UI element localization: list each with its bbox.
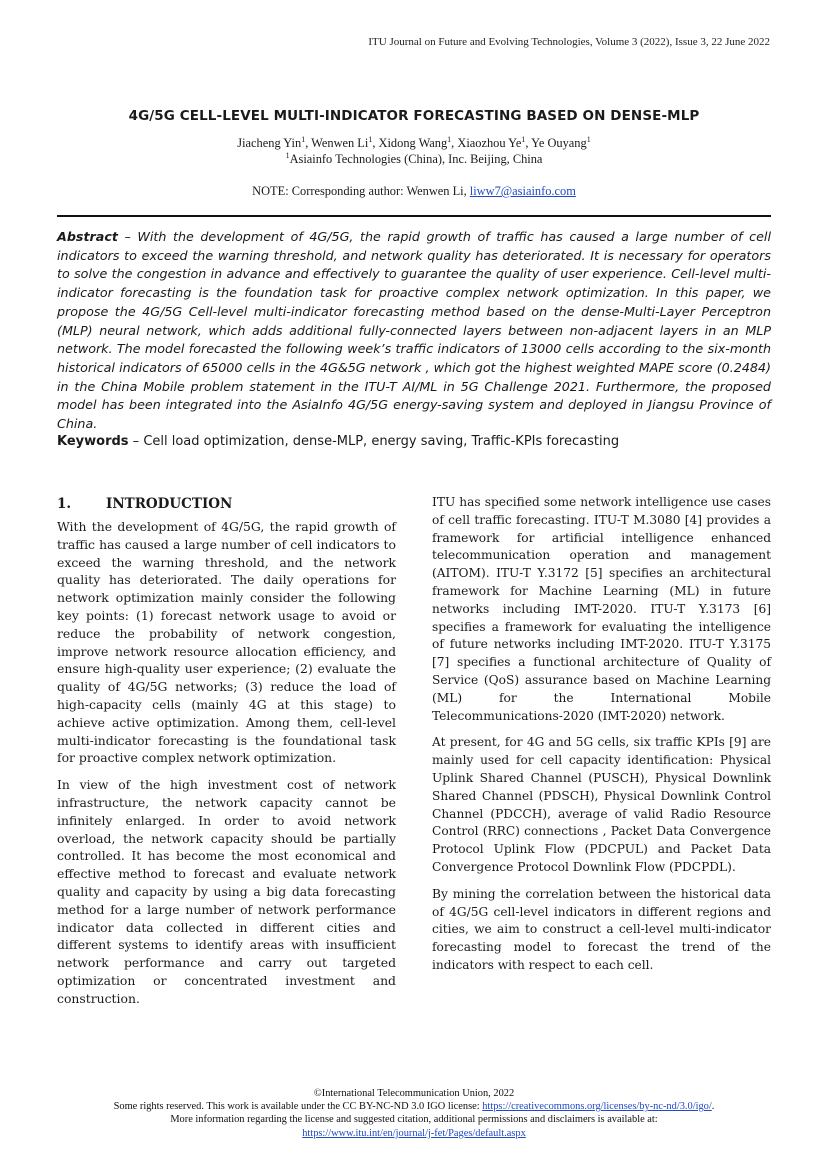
keywords-text: Cell load optimization, dense-MLP, energy saving, Traffic-KPIs forecasting bbox=[143, 434, 620, 449]
paragraph: With the development of 4G/5G, the rapid growth of traffic has caused a large number of cell indicators to exceed the warning threshold, and the network quality has deteriorated. The daily operations for network optimization mainly consider the following key points: (1) forecast network usage to avoid or reduce the probability of network congestion, improve network resource allocation efficiency, and ensure high-quality user experience; (2) evaluate the quality of 4G/5G networks; (3) reduce the load of high-capacity cells (mainly 4G at this stage) to achieve active optimization. Among them, cell-level multi-indicator forecasting is the foundational task for proactive complex network optimization. bbox=[57, 519, 396, 766]
abstract-dash: – bbox=[117, 229, 138, 244]
author-name: Xidong Wang bbox=[378, 136, 448, 150]
page-footer bbox=[0, 1087, 828, 1140]
paper-title: 4G/5G CELL-LEVEL MULTI-INDICATOR FORECASTING BASED ON DENSE-MLP bbox=[128, 108, 700, 124]
paragraph: ITU has specified some network intelligence use cases of cell traffic forecasting. ITU-T M.3080 [4] provides a framework for artificial intelligence enhanced telecommunication operation and management (AITOM). ITU-T Y.3172 [5] specifies an architectural framework for Machine Learning (ML) in future networks including IMT-2020. ITU-T Y.3173 [6] specifies a framework for evaluating the intelligence of future networks including IMT-2020. ITU-T Y.3175 [7] specifies a functional architecture of Quality of Service (QoS) assurance based on Machine Learning (ML) for the International Mobile Telecommunications-2020 (IMT-2020) network. bbox=[432, 495, 771, 723]
keywords bbox=[57, 434, 771, 449]
section-heading bbox=[57, 494, 396, 514]
section-number: 1. bbox=[57, 496, 72, 512]
abstract bbox=[57, 228, 771, 434]
journal-link[interactable]: https://www.itu.int/en/journal/j-fet/Pages/default.aspx bbox=[302, 1127, 526, 1139]
affiliation-mark: 1 bbox=[301, 134, 306, 144]
running-head: ITU Journal on Future and Evolving Technologies, Volume 3 (2022), Issue 3, 22 June 2022 bbox=[368, 36, 770, 48]
email-link[interactable]: liww7@asiainfo.com bbox=[469, 184, 576, 198]
license-text: Some rights reserved. This work is available under the CC BY-NC-ND 3.0 IGO license: bbox=[113, 1101, 483, 1113]
abstract-label: Abstract bbox=[57, 229, 118, 244]
affiliation-mark: 1 bbox=[447, 134, 452, 144]
author-name: Wenwen Li bbox=[311, 136, 369, 150]
author-list: Jiacheng Yin$^1$, Wenwen Li$^1$, Xidong Wang$^1$, Xiaozhou Ye$^1$, Ye Ouyang$^1$ bbox=[237, 134, 591, 150]
affiliation-mark: 1 bbox=[586, 134, 591, 144]
affiliation-mark: 1 bbox=[521, 134, 526, 144]
more-info-line: More information regarding the license and suggested citation, additional permissions and disclaimers is available at: bbox=[170, 1114, 658, 1126]
note-text: NOTE: Corresponding author: Wenwen Li, bbox=[252, 184, 470, 198]
paragraph: In view of the high investment cost of network infrastructure, the network capacity cannot be infinitely enlarged. In order to avoid network overload, the network capacity should be partially controlled. It has become the most economical and effective method to forecast and evaluate network quality and capacity by using a big data forecasting method for a large number of network performance indicator data collected in different cities and different systems to identify areas with insufficient network performance and carry out targeted optimization or concentrated investment and construction. bbox=[57, 777, 396, 1006]
abstract-text: With the development of 4G/5G, the rapid growth of traffic has caused a large number of cell indicators to exceed the warning threshold, and network quality has deteriorated. It is necessary for operators to solve the congestion in advance and effectively to guarantee the quality of user experience. Cell-level multi-indicator forecasting is the foundation task for proactive complex network optimization. In this paper, we propose the 4G/5G Cell-level multi-indicator forecasting method based on the dense-Multi-Layer Perceptron (MLP) neural network, which adds additional fully-connected layers between non-adjacent layers in an MLP network. The model forecasted the following week’s traffic indicators of 13000 cells according to the six-month historical indicators of 65000 cells in the 4G&5G network , which got the highest weighted MAPE score (0.2484) in the China Mobile problem statement in the ITU-T AI/ML in 5G Challenge 2021. Furthermore, the proposed model has been integrated into the AsiaInfo 4G/5G energy-saving system and deployed in Jiangsu Province of China. bbox=[57, 229, 771, 432]
license-suffix: . bbox=[711, 1101, 715, 1113]
paragraph: At present, for 4G and 5G cells, six traffic KPIs [9] are mainly used for cell capacity identification: Physical Uplink Shared Channel (PUSCH), Physical Downlink Shared Channel (PDSCH), Physical Downlink Control Channel (PDCCH), average of valid Radio Resource Control (RRC) connections , Packet Data Convergence Protocol Uplink Flow (PDCPUL) and Packet Data Convergence Protocol Downlink Flow (PDCPDL). bbox=[432, 735, 771, 874]
section-title: INTRODUCTION bbox=[106, 496, 233, 512]
left-column bbox=[57, 494, 396, 1017]
header-rule bbox=[57, 215, 771, 217]
keywords-dash: – bbox=[128, 434, 144, 449]
corresponding-author-note bbox=[0, 184, 828, 199]
author-name: Xiaozhou Ye bbox=[457, 136, 522, 150]
affiliation bbox=[0, 152, 828, 167]
license-line bbox=[0, 1100, 828, 1113]
affiliation-mark: 1 bbox=[368, 134, 373, 144]
copyright-line: ©International Telecommunication Union, 2022 bbox=[313, 1088, 515, 1099]
author-name: Jiacheng Yin bbox=[237, 136, 302, 150]
right-column bbox=[432, 494, 771, 984]
affiliation-text: Asiainfo Technologies (China), Inc. Beijing, China bbox=[289, 152, 543, 166]
keywords-label: Keywords bbox=[57, 434, 129, 449]
paragraph: By mining the correlation between the historical data of 4G/5G cell-level indicators in different regions and cities, we aim to construct a cell-level multi-indicator forecasting model to forecast the trend of the indicators with respect to each cell. bbox=[432, 886, 771, 972]
author-name: Ye Ouyang bbox=[531, 136, 587, 150]
license-link[interactable]: https://creativecommons.org/licenses/by-nc-nd/3.0/igo/ bbox=[482, 1101, 712, 1113]
affiliation-mark: 1 bbox=[285, 150, 290, 160]
